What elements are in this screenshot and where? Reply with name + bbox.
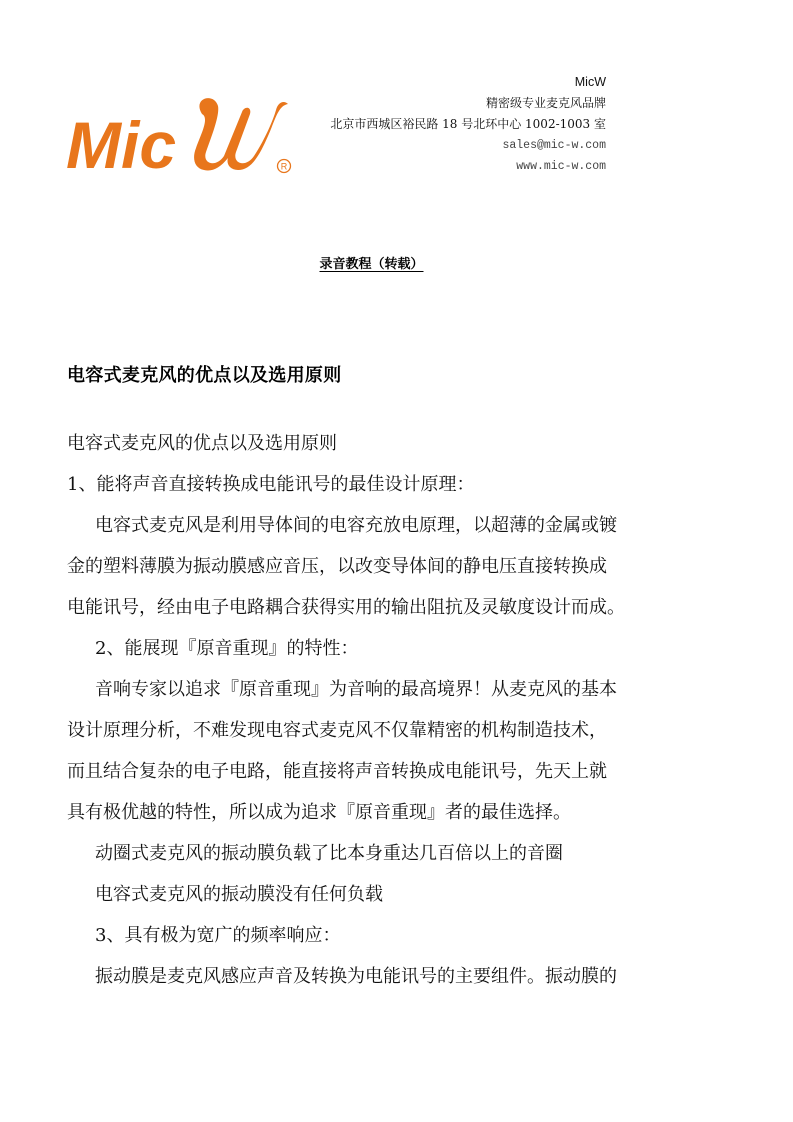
svg-text:R: R	[280, 161, 288, 172]
paragraph: 振动膜是麦克风感应声音及转换为电能讯号的主要组件。振动膜的	[95, 966, 617, 987]
company-slogan: 精密级专业麦克风品牌	[485, 96, 606, 110]
company-info	[330, 72, 606, 177]
logo-text-mic: Mic	[66, 108, 177, 182]
paragraph: 电容式麦克风是利用导体间的电容充放电原理，以超薄的金属或镀	[95, 515, 617, 536]
company-name: MicW	[574, 75, 606, 89]
document-body	[67, 423, 677, 997]
paragraph: 电容式麦克风的优点以及选用原则	[67, 433, 337, 454]
paragraph: 而且结合复杂的电子电路，能直接将声音转换成电能讯号，先天上就	[67, 761, 607, 782]
paragraph: 具有极优越的特性，所以成为追求『原音重现』者的最佳选择。	[67, 802, 571, 823]
paragraph: 音响专家以追求『原音重现』为音响的最高境界！从麦克风的基本	[95, 679, 617, 700]
document-title-text: 录音教程（转载）	[319, 257, 424, 272]
paragraph: 动圈式麦克风的振动膜负载了比本身重达几百倍以上的音圈	[95, 843, 563, 864]
paragraph: 2、能展现『原音重现』的特性：	[95, 638, 359, 659]
paragraph: 设计原理分析，不难发现电容式麦克风不仅靠精密的机构制造技术，	[67, 720, 607, 741]
company-website[interactable]: www.mic-w.com	[516, 160, 606, 173]
section-heading: 电容式麦克风的优点以及选用原则	[67, 365, 342, 386]
logo-script-w-icon	[194, 98, 288, 170]
paragraph: 3、具有极为宽广的频率响应：	[95, 925, 341, 946]
paragraph: 1、能将声音直接转换成电能讯号的最佳设计原理：	[67, 474, 475, 495]
paragraph: 电能讯号，经由电子电路耦合获得实用的输出阻抗及灵敏度设计而成。	[67, 597, 625, 618]
document-title	[0, 253, 743, 272]
paragraph: 金的塑料薄膜为振动膜感应音压，以改变导体间的静电压直接转换成	[67, 556, 607, 577]
company-email[interactable]: sales@mic-w.com	[502, 139, 606, 152]
company-address: 北京市西城区裕民路 18 号北环中心 1002-1003 室	[330, 117, 606, 131]
micw-logo-icon	[66, 92, 298, 182]
paragraph: 电容式麦克风的振动膜没有任何负载	[95, 884, 383, 905]
micw-logo	[66, 92, 298, 182]
